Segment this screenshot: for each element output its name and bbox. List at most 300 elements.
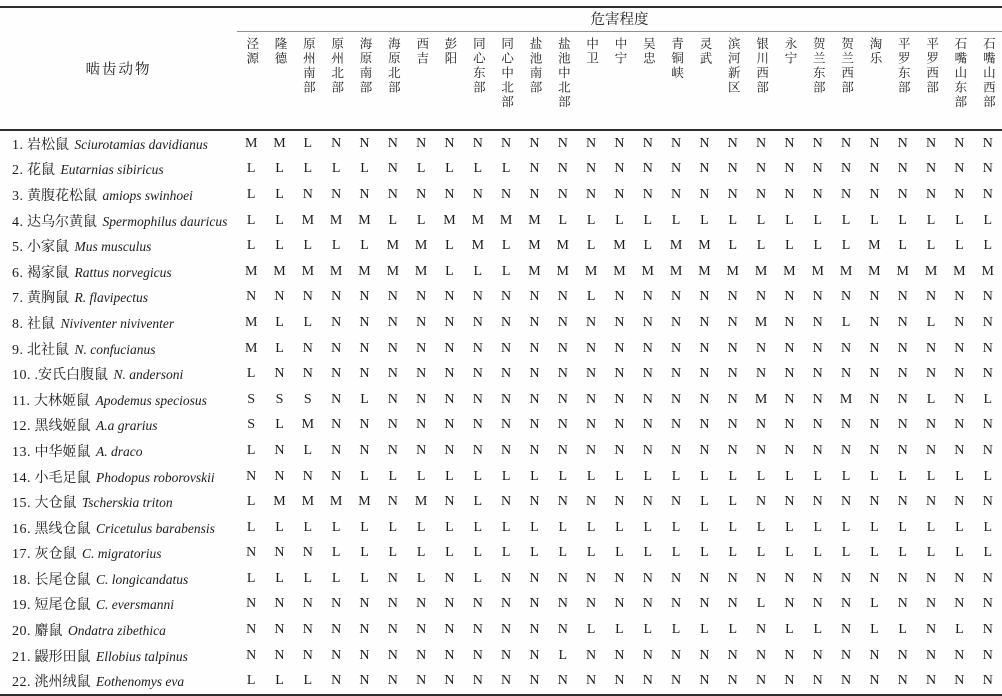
- harm-level-cell: N: [614, 161, 625, 177]
- harm-level-cell: N: [897, 314, 908, 330]
- harm-level-cell: L: [275, 161, 284, 177]
- harm-level-cell: M: [414, 494, 428, 510]
- species-name-latin: Spermophilus dauricus: [102, 213, 228, 229]
- column-header-region-16: [662, 32, 690, 131]
- species-cell: [0, 233, 237, 259]
- species-number: 14.: [12, 470, 31, 486]
- species-name-latin: Sciurotamias davidianus: [74, 136, 208, 152]
- harm-level-cell: N: [416, 647, 427, 663]
- harm-level-cell: L: [360, 519, 369, 535]
- harm-level-cell: L: [841, 212, 851, 228]
- harm-level-cell: M: [301, 263, 315, 279]
- harm-level-cell: L: [473, 468, 483, 484]
- harm-level-cell: N: [274, 596, 285, 612]
- column-header-region-9: [464, 32, 492, 131]
- harm-level-cell: N: [501, 314, 512, 330]
- harm-level-cell: N: [897, 391, 908, 407]
- harm-level-cell: N: [331, 647, 342, 663]
- harm-level-cell: N: [614, 647, 625, 663]
- harm-level-cell: N: [840, 417, 852, 433]
- harm-level-cell: M: [811, 263, 824, 279]
- species-number: 20.: [12, 624, 31, 640]
- harm-level-cell: N: [416, 340, 427, 356]
- harm-level-cell: L: [898, 622, 907, 638]
- harm-level-cell: M: [301, 212, 315, 228]
- harm-level-cell: L: [898, 545, 907, 561]
- harm-level-cell: M: [499, 212, 513, 228]
- harm-level-cell: N: [331, 314, 342, 330]
- harm-level-cell: N: [727, 289, 738, 305]
- harm-level-cell: N: [557, 161, 568, 177]
- species-cell: [0, 387, 237, 413]
- harm-level-cell: M: [244, 135, 258, 151]
- harm-level-cell: M: [783, 263, 796, 279]
- column-header-region-6: [379, 32, 407, 131]
- harm-level-cell: L: [586, 545, 596, 561]
- harm-level-cell: L: [275, 314, 284, 330]
- harm-level-cell: L: [246, 186, 256, 202]
- harm-level-cell: N: [784, 366, 795, 382]
- harm-level-cell: N: [897, 596, 908, 612]
- harm-level-cell: N: [727, 186, 738, 202]
- harm-level-cell: N: [840, 135, 852, 151]
- region-label: 彭阳: [443, 37, 458, 66]
- harm-level-cell: N: [444, 366, 455, 382]
- harm-level-cell: N: [274, 366, 285, 382]
- harm-level-cell: N: [557, 570, 568, 586]
- harm-level-cell: N: [557, 673, 568, 689]
- species-name-cn: 达乌尔黄鼠: [27, 214, 97, 230]
- harm-level-cell: N: [586, 161, 597, 177]
- row-header-label: 啮齿动物: [0, 7, 237, 130]
- harm-level-cell: N: [784, 596, 795, 612]
- harm-level-cell: L: [501, 161, 511, 177]
- species-cell: [0, 566, 237, 592]
- harm-level-cell: N: [472, 417, 483, 433]
- harm-level-cell: N: [840, 442, 852, 458]
- harm-level-cell: N: [586, 596, 597, 612]
- harm-level-cell: L: [615, 622, 624, 638]
- harm-level-cell: N: [727, 596, 738, 612]
- harm-level-cell: N: [387, 135, 398, 151]
- harm-level-cell: L: [756, 238, 766, 254]
- harm-level-cell: N: [699, 366, 710, 382]
- harm-level-cell: N: [784, 135, 795, 151]
- harm-level-cell: M: [414, 238, 428, 254]
- harm-level-cell: N: [699, 135, 710, 151]
- harm-level-cell: L: [586, 468, 596, 484]
- harm-level-cell: N: [359, 366, 370, 382]
- harm-level-cell: N: [387, 442, 398, 458]
- harm-level-cell: N: [614, 673, 625, 689]
- table-row: [0, 413, 1002, 439]
- harm-level-cell: M: [273, 263, 286, 279]
- harm-level-cell: N: [954, 161, 965, 177]
- harm-level-cell: N: [557, 622, 568, 638]
- species-name-cn: 长尾仓鼠: [34, 572, 91, 588]
- harm-level-cell: M: [414, 263, 428, 279]
- harm-level-cell: M: [244, 340, 258, 356]
- harm-level-cell: N: [982, 673, 993, 689]
- harm-level-cell: L: [983, 468, 993, 484]
- harm-level-cell: N: [925, 596, 937, 612]
- harm-level-cell: N: [529, 622, 540, 638]
- harm-level-cell: S: [247, 391, 256, 407]
- harm-level-cell: N: [444, 570, 455, 586]
- harm-level-cell: N: [501, 289, 512, 305]
- harm-level-cell: N: [529, 186, 540, 202]
- harm-level-cell: N: [925, 673, 937, 689]
- harm-level-cell: N: [756, 135, 767, 151]
- harm-level-cell: N: [812, 161, 823, 177]
- harm-level-cell: N: [359, 622, 370, 638]
- table-row: [0, 233, 1002, 259]
- harm-level-cell: N: [982, 135, 993, 151]
- harm-level-cell: L: [530, 468, 539, 484]
- harm-level-cell: N: [359, 314, 370, 330]
- harm-level-cell: L: [955, 468, 964, 484]
- harm-level-cell: N: [501, 417, 512, 433]
- harm-level-cell: L: [416, 468, 426, 484]
- harm-level-cell: L: [700, 622, 709, 638]
- harm-level-cell: L: [558, 519, 568, 535]
- harm-level-cell: N: [897, 647, 908, 663]
- harm-level-cell: L: [671, 212, 681, 228]
- region-label: 石嘴山东部: [952, 37, 967, 110]
- table-header: [0, 7, 1002, 130]
- harm-level-cell: N: [302, 289, 313, 305]
- harm-level-cell: L: [331, 519, 341, 535]
- harm-level-cell: N: [472, 366, 483, 382]
- harm-level-cell: N: [727, 135, 738, 151]
- harm-level-cell: L: [841, 545, 851, 561]
- harm-level-cell: N: [444, 417, 455, 433]
- harm-level-cell: N: [897, 366, 908, 382]
- harm-level-cell: N: [897, 417, 908, 433]
- table-row: [0, 208, 1002, 234]
- region-label: 隆德: [273, 37, 288, 66]
- harm-level-cell: N: [557, 289, 568, 305]
- harm-level-cell: L: [416, 570, 426, 586]
- harm-level-cell: N: [331, 135, 342, 151]
- harm-level-cell: N: [840, 647, 852, 663]
- harm-level-cell: N: [784, 340, 795, 356]
- harm-level-cell: L: [728, 468, 738, 484]
- harm-level-cell: L: [558, 545, 568, 561]
- harm-level-cell: N: [671, 391, 682, 407]
- region-label: 吴忠: [641, 37, 656, 66]
- species-name-latin: Tscherskia triton: [82, 495, 173, 511]
- species-name-latin: Apodemus speciosus: [95, 392, 207, 408]
- harm-level-cell: N: [444, 135, 455, 151]
- species-cell: [0, 336, 237, 362]
- harm-level-cell: N: [954, 673, 965, 689]
- region-label: 淘乐: [867, 37, 882, 66]
- harm-level-cell: N: [840, 570, 852, 586]
- harm-level-cell: N: [614, 135, 625, 151]
- harm-level-cell: N: [387, 391, 398, 407]
- harm-level-cell: N: [501, 673, 512, 689]
- harm-level-cell: N: [812, 366, 823, 382]
- harm-level-cell: L: [728, 545, 738, 561]
- harm-level-cell: L: [813, 238, 822, 254]
- harm-level-cell: N: [812, 647, 823, 663]
- harm-level-cell: L: [926, 314, 936, 330]
- harm-level-cell: L: [983, 212, 993, 228]
- harm-level-cell: N: [472, 391, 483, 407]
- harm-level-cell: L: [275, 570, 284, 586]
- harm-level-cell: N: [925, 289, 937, 305]
- harm-level-cell: L: [586, 212, 596, 228]
- table-row: [0, 438, 1002, 464]
- harm-level-cell: N: [869, 340, 880, 356]
- harm-level-cell: N: [897, 186, 908, 202]
- harm-level-cell: N: [727, 647, 738, 663]
- harm-level-cell: N: [756, 673, 767, 689]
- harm-level-cell: N: [642, 494, 653, 510]
- harm-level-cell: N: [472, 442, 483, 458]
- harm-level-cell: N: [869, 391, 880, 407]
- harm-level-cell: N: [982, 314, 993, 330]
- harm-level-cell: N: [246, 468, 257, 484]
- column-header-region-22: [832, 32, 860, 131]
- harm-level-cell: N: [699, 289, 710, 305]
- harm-level-cell: L: [671, 545, 681, 561]
- table-row: [0, 566, 1002, 592]
- harm-level-cell: N: [727, 442, 738, 458]
- harm-level-cell: L: [756, 468, 766, 484]
- table-row: [0, 617, 1002, 643]
- harm-level-cell: N: [614, 442, 625, 458]
- harm-level-cell: S: [247, 417, 256, 433]
- harm-level-cell: N: [274, 289, 285, 305]
- harm-level-cell: N: [784, 673, 795, 689]
- harm-level-cell: N: [444, 391, 455, 407]
- harm-level-cell: N: [501, 366, 512, 382]
- harm-level-cell: N: [756, 570, 767, 586]
- harm-level-cell: N: [840, 340, 852, 356]
- species-cell: [0, 208, 237, 234]
- harm-level-cell: L: [841, 519, 851, 535]
- region-label: 平罗东部: [896, 37, 911, 95]
- harm-level-cell: N: [982, 494, 993, 510]
- table-row: [0, 182, 1002, 208]
- harm-level-cell: N: [246, 545, 257, 561]
- harm-level-cell: N: [614, 494, 625, 510]
- harm-level-cell: N: [869, 417, 880, 433]
- harm-level-cell: N: [699, 391, 710, 407]
- harm-level-cell: N: [671, 647, 682, 663]
- harm-level-cell: N: [642, 314, 653, 330]
- harm-level-cell: N: [812, 570, 823, 586]
- harm-level-cell: N: [359, 289, 370, 305]
- harm-level-cell: N: [529, 289, 540, 305]
- species-name-cn: 黄胸鼠: [27, 291, 69, 307]
- harm-level-cell: N: [614, 289, 625, 305]
- species-name-latin: Cricetulus barabensis: [96, 520, 215, 536]
- harm-level-cell: N: [954, 314, 965, 330]
- harm-level-cell: N: [982, 442, 993, 458]
- region-label: 滨河新区: [726, 37, 741, 95]
- harm-level-cell: N: [727, 340, 738, 356]
- table-row: [0, 515, 1002, 541]
- harm-level-cell: L: [615, 519, 624, 535]
- harm-level-cell: N: [557, 366, 568, 382]
- harm-level-cell: L: [785, 238, 794, 254]
- species-name-cn: 灰仓鼠: [34, 547, 77, 563]
- harm-level-cell: N: [897, 161, 908, 177]
- harm-level-cell: L: [501, 468, 511, 484]
- harm-level-cell: N: [642, 366, 653, 382]
- species-cell: [0, 541, 237, 567]
- table-row: [0, 259, 1002, 285]
- harm-level-cell: N: [671, 289, 682, 305]
- harm-level-cell: L: [870, 545, 879, 561]
- harm-level-cell: N: [812, 494, 823, 510]
- harm-level-cell: L: [756, 596, 766, 612]
- harm-level-cell: L: [331, 238, 341, 254]
- harm-level-cell: N: [274, 647, 285, 663]
- harm-level-cell: N: [586, 570, 597, 586]
- harm-level-cell: L: [898, 212, 907, 228]
- harm-level-cell: N: [331, 442, 342, 458]
- harm-level-cell: L: [360, 545, 369, 561]
- harm-level-cell: N: [529, 417, 540, 433]
- harm-level-cell: N: [727, 391, 738, 407]
- region-label: 同心东部: [471, 37, 486, 95]
- harm-level-cell: N: [642, 570, 653, 586]
- harm-level-cell: M: [556, 238, 569, 254]
- harm-level-cell: N: [586, 366, 597, 382]
- harm-level-cell: N: [529, 135, 540, 151]
- species-number: 19.: [12, 598, 31, 614]
- harm-level-cell: L: [331, 545, 341, 561]
- harm-level-cell: N: [331, 186, 342, 202]
- harm-level-cell: L: [303, 314, 313, 330]
- harm-level-cell: L: [416, 212, 426, 228]
- harm-level-cell: N: [331, 596, 342, 612]
- harm-degree-group-header: 危害程度: [237, 7, 1002, 32]
- species-name-latin: N. andersoni: [113, 367, 184, 383]
- harm-level-cell: N: [840, 673, 852, 689]
- harm-level-cell: L: [615, 212, 624, 228]
- harm-level-cell: N: [387, 289, 398, 305]
- harm-level-cell: N: [302, 647, 313, 663]
- species-cell: [0, 157, 237, 183]
- harm-level-cell: N: [756, 366, 767, 382]
- species-name-cn: 黑线仓鼠: [34, 521, 91, 537]
- harm-level-cell: N: [557, 135, 568, 151]
- harm-level-cell: N: [897, 289, 908, 305]
- species-name-cn: 岩松鼠: [27, 137, 69, 153]
- harm-level-cell: L: [275, 238, 284, 254]
- harm-level-cell: L: [246, 442, 256, 458]
- region-label: 银川西部: [754, 37, 769, 95]
- harm-level-cell: L: [445, 238, 454, 254]
- species-name-latin: amiops swinhoei: [102, 187, 193, 203]
- harm-level-cell: L: [275, 417, 284, 433]
- species-name-latin: A. draco: [96, 443, 143, 459]
- region-label: 贺兰西部: [839, 37, 854, 95]
- harm-level-cell: L: [643, 238, 653, 254]
- harm-level-cell: M: [981, 263, 994, 279]
- harm-level-cell: N: [642, 161, 653, 177]
- harm-level-cell: N: [671, 186, 682, 202]
- harm-level-cell: L: [558, 212, 568, 228]
- harm-level-cell: N: [840, 622, 852, 638]
- species-name-cn: 鼹形田鼠: [34, 649, 91, 665]
- harm-level-cell: N: [784, 417, 795, 433]
- species-name-latin: Eutarnias sibiricus: [60, 162, 164, 178]
- harm-level-cell: N: [529, 391, 540, 407]
- column-header-region-13: [577, 32, 605, 131]
- harm-level-cell: N: [784, 314, 795, 330]
- harm-level-cell: L: [473, 519, 483, 535]
- harm-level-cell: L: [926, 212, 936, 228]
- harm-level-cell: L: [275, 186, 284, 202]
- harm-level-cell: N: [699, 186, 710, 202]
- harm-level-cell: N: [246, 647, 257, 663]
- region-label: 西吉: [414, 37, 429, 66]
- table-body: [0, 130, 1002, 695]
- species-name-latin: C. migratorius: [82, 546, 162, 562]
- species-number: 18.: [12, 572, 31, 588]
- harm-level-cell: N: [416, 366, 427, 382]
- harm-level-cell: N: [416, 391, 427, 407]
- harm-level-cell: L: [331, 161, 341, 177]
- harm-level-cell: N: [586, 391, 597, 407]
- species-name-cn: 褐家鼠: [27, 265, 69, 281]
- species-name-latin: Niviventer niviventer: [60, 315, 175, 331]
- harm-level-cell: N: [925, 622, 937, 638]
- harm-level-cell: N: [784, 647, 795, 663]
- harm-level-cell: N: [897, 340, 908, 356]
- species-number: 4.: [12, 214, 24, 230]
- species-name-latin: Ellobius talpinus: [96, 648, 188, 664]
- species-cell: [0, 413, 237, 439]
- harm-level-cell: N: [416, 596, 427, 612]
- harm-level-cell: N: [529, 442, 540, 458]
- harm-level-cell: N: [982, 622, 993, 638]
- region-label: 同心中北部: [499, 37, 514, 110]
- harm-level-cell: N: [274, 442, 285, 458]
- harm-level-cell: L: [360, 161, 369, 177]
- harm-level-cell: N: [869, 289, 880, 305]
- harm-level-cell: L: [303, 442, 313, 458]
- harm-level-cell: L: [246, 519, 256, 535]
- table-row: [0, 336, 1002, 362]
- harm-level-cell: L: [615, 545, 624, 561]
- harm-level-cell: L: [246, 366, 256, 382]
- harm-level-cell: L: [473, 570, 483, 586]
- harm-level-cell: M: [301, 417, 315, 433]
- species-number: 11.: [12, 393, 31, 409]
- harm-level-cell: L: [700, 212, 709, 228]
- harm-level-cell: N: [416, 135, 427, 151]
- species-name-cn: 小家鼠: [27, 240, 69, 256]
- harm-level-cell: L: [643, 212, 653, 228]
- harm-level-cell: N: [586, 673, 597, 689]
- harm-level-cell: N: [246, 596, 257, 612]
- harm-level-cell: N: [642, 673, 653, 689]
- region-label: 海原北部: [386, 37, 401, 95]
- harm-level-cell: N: [699, 417, 710, 433]
- harm-level-cell: L: [586, 622, 596, 638]
- harm-level-cell: L: [473, 263, 483, 279]
- harm-level-cell: L: [728, 238, 738, 254]
- column-header-region-7: [407, 32, 435, 131]
- harm-level-cell: L: [445, 519, 454, 535]
